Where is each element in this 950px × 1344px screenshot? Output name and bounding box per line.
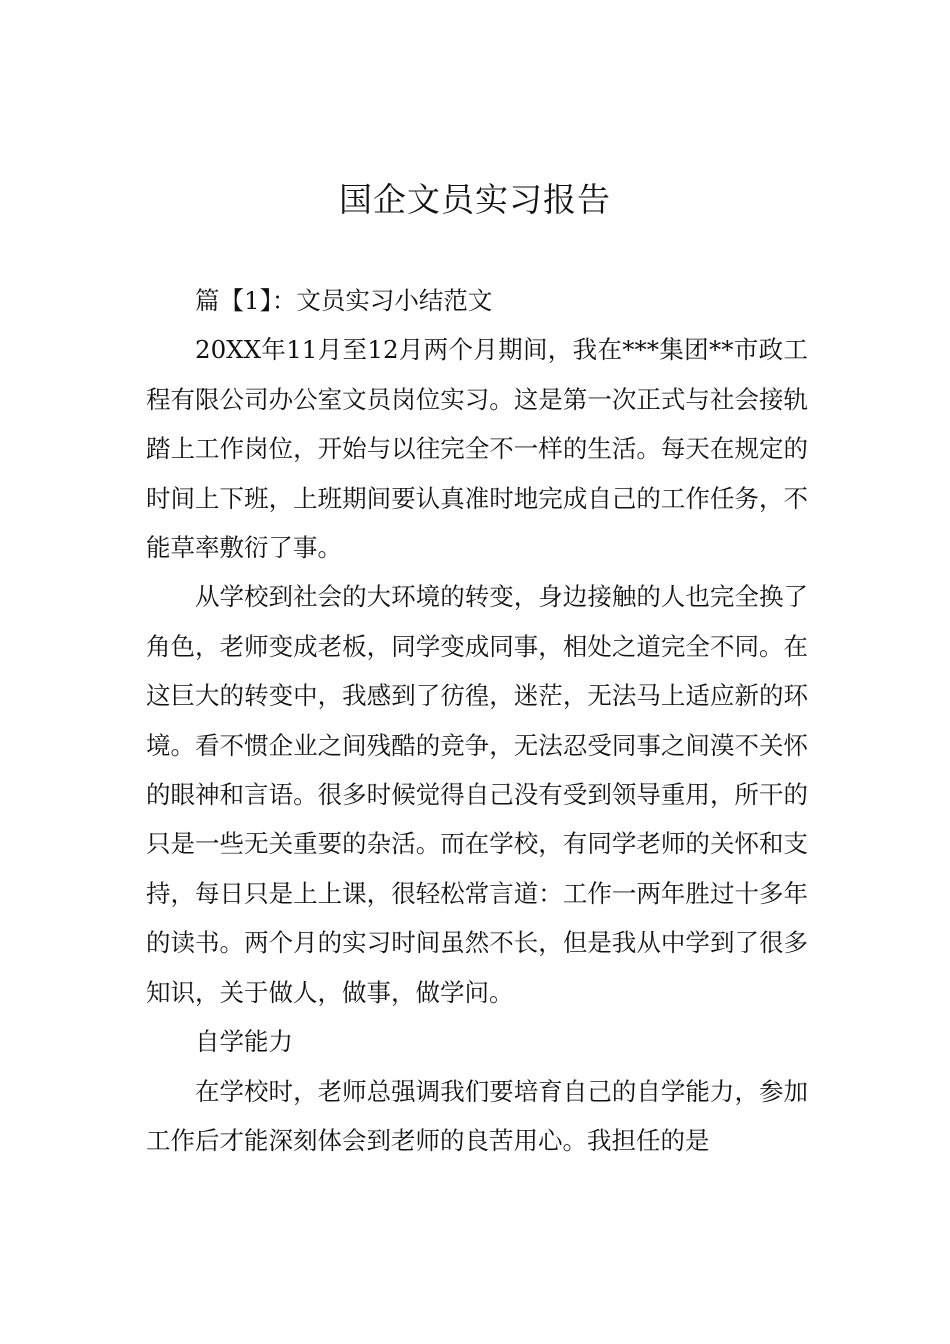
document-body [146,276,808,1165]
subsection-heading: 自学能力 [195,1027,293,1057]
body-paragraph: 20XX年11月至12月两个月期间，我在***集团**市政工程有限公司办公室文员岗位实习。这是第一次正式与社会接轨踏上工作岗位，开始与以往完全不一样的生活。每天在规定的时间上下班，上班期间要认真准时地完成自己的工作任务，不能草率敷衍了事。 [146,335,808,563]
body-paragraph: 在学校时，老师总强调我们要培育自己的自学能力，参加工作后才能深刻体会到老师的良苦用心。我担任的是 [146,1076,808,1155]
body-paragraph: 从学校到社会的大环境的转变，身边接触的人也完全换了角色，老师变成老板，同学变成同事，相处之道完全不同。在这巨大的转变中，我感到了彷徨，迷茫，无法马上适应新的环境。看不惯企业之间残酷的竞争，无法忍受同事之间漠不关怀的眼神和言语。很多时候觉得自己没有受到领导重用，所干的只是一些无关重要的杂活。而在学校，有同学老师的关怀和支持，每日只是上上课，很轻松常言道：工作一两年胜过十多年的读书。两个月的实习时间虽然不长，但是我从中学到了很多知识，关于做人，做事，做学问。 [146,582,808,1007]
section-heading: 篇【1】：文员实习小结范文 [195,286,493,315]
document-title: 国企文员实习报告 [339,180,611,219]
